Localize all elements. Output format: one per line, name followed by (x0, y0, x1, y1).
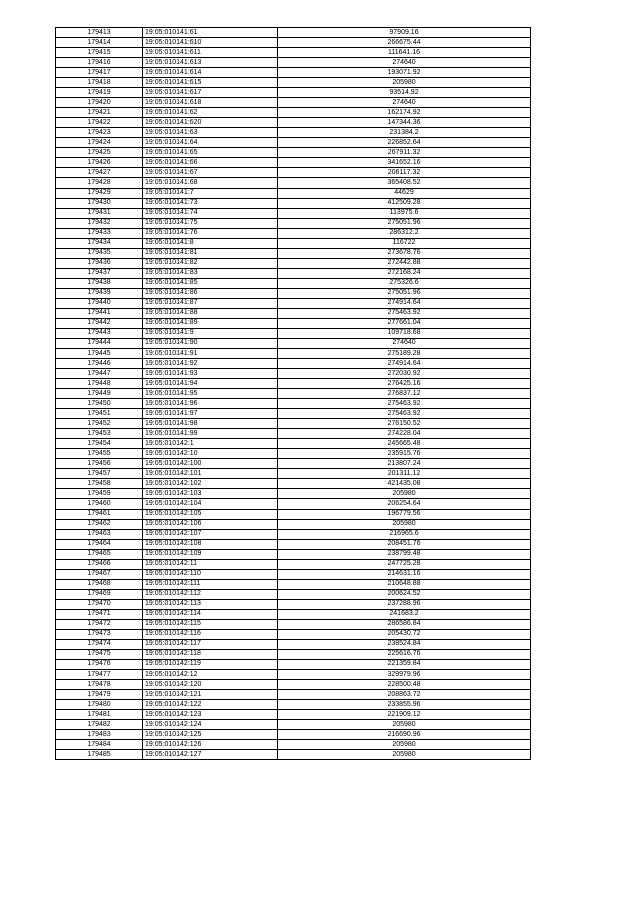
cadastral-number-cell: 19:05:010141:93 (143, 369, 278, 379)
amount-cell: 208451.76 (278, 539, 531, 549)
cadastral-number-cell: 19:05:010142:125 (143, 730, 278, 740)
cadastral-number-cell: 19:05:010142:111 (143, 579, 278, 589)
amount-cell: 214631.16 (278, 569, 531, 579)
row-number-cell: 179415 (56, 48, 143, 58)
row-number-cell: 179425 (56, 148, 143, 158)
amount-cell: 205430.72 (278, 629, 531, 639)
amount-cell: 116722 (278, 238, 531, 248)
row-number-cell: 179449 (56, 389, 143, 399)
table-row (56, 399, 531, 409)
cadastral-number-cell: 19:05:010141:66 (143, 158, 278, 168)
cadastral-number-cell: 19:05:010141:92 (143, 359, 278, 369)
row-number-cell: 179479 (56, 690, 143, 700)
cadastral-number-cell: 19:05:010142:113 (143, 599, 278, 609)
row-number-cell: 179476 (56, 659, 143, 669)
row-number-cell: 179482 (56, 720, 143, 730)
amount-cell: 365408.52 (278, 178, 531, 188)
cadastral-number-cell: 19:05:010141:64 (143, 138, 278, 148)
table-row (56, 619, 531, 629)
table-row (56, 98, 531, 108)
amount-cell: 247725.28 (278, 559, 531, 569)
row-number-cell: 179418 (56, 78, 143, 88)
amount-cell: 276837.12 (278, 389, 531, 399)
row-number-cell: 179466 (56, 559, 143, 569)
row-number-cell: 179417 (56, 68, 143, 78)
cadastral-number-cell: 19:05:010141:62 (143, 108, 278, 118)
table-row (56, 489, 531, 499)
cadastral-number-cell: 19:05:010142:10 (143, 449, 278, 459)
table-body (56, 28, 531, 760)
amount-cell: 216690.96 (278, 730, 531, 740)
amount-cell: 193071.92 (278, 68, 531, 78)
row-number-cell: 179480 (56, 700, 143, 710)
cadastral-number-cell: 19:05:010141:81 (143, 248, 278, 258)
table-row (56, 278, 531, 288)
table-row (56, 88, 531, 98)
row-number-cell: 179457 (56, 469, 143, 479)
table-row (56, 599, 531, 609)
table-row (56, 338, 531, 348)
amount-cell: 245665.48 (278, 439, 531, 449)
table-row (56, 419, 531, 429)
cadastral-number-cell: 19:05:010142:107 (143, 529, 278, 539)
table-row (56, 258, 531, 268)
amount-cell: 113975.6 (278, 208, 531, 218)
row-number-cell: 179481 (56, 710, 143, 720)
cadastral-number-cell: 19:05:010142:105 (143, 509, 278, 519)
cadastral-number-cell: 19:05:010142:117 (143, 639, 278, 649)
row-number-cell: 179467 (56, 569, 143, 579)
cadastral-number-cell: 19:05:010141:95 (143, 389, 278, 399)
table-row (56, 449, 531, 459)
table-row (56, 499, 531, 509)
cadastral-number-cell: 19:05:010141:94 (143, 379, 278, 389)
amount-cell: 200624.52 (278, 589, 531, 599)
amount-cell: 276150.52 (278, 419, 531, 429)
table-row (56, 750, 531, 760)
cadastral-number-cell: 19:05:010141:86 (143, 288, 278, 298)
table-row (56, 349, 531, 359)
cadastral-number-cell: 19:05:010141:620 (143, 118, 278, 128)
amount-cell: 235915.76 (278, 449, 531, 459)
cadastral-number-cell: 19:05:010141:63 (143, 128, 278, 138)
table-row (56, 268, 531, 278)
cadastral-number-cell: 19:05:010142:104 (143, 499, 278, 509)
table-row (56, 579, 531, 589)
table-row (56, 549, 531, 559)
amount-cell: 421435.08 (278, 479, 531, 489)
row-number-cell: 179464 (56, 539, 143, 549)
row-number-cell: 179450 (56, 399, 143, 409)
table-row (56, 649, 531, 659)
amount-cell: 275326.6 (278, 278, 531, 288)
table-row (56, 409, 531, 419)
table-row (56, 670, 531, 680)
amount-cell: 274640 (278, 338, 531, 348)
table-row (56, 539, 531, 549)
amount-cell: 238799.48 (278, 549, 531, 559)
table-row (56, 529, 531, 539)
row-number-cell: 179435 (56, 248, 143, 258)
row-number-cell: 179438 (56, 278, 143, 288)
amount-cell: 274640 (278, 98, 531, 108)
row-number-cell: 179436 (56, 258, 143, 268)
cadastral-number-cell: 19:05:010141:614 (143, 68, 278, 78)
cadastral-number-cell: 19:05:010141:73 (143, 198, 278, 208)
amount-cell: 205980 (278, 489, 531, 499)
cadastral-number-cell: 19:05:010141:8 (143, 238, 278, 248)
amount-cell: 274914.64 (278, 359, 531, 369)
amount-cell: 276425.16 (278, 379, 531, 389)
table-row (56, 108, 531, 118)
table-row (56, 148, 531, 158)
cadastral-number-cell: 19:05:010142:127 (143, 750, 278, 760)
table-row (56, 298, 531, 308)
cadastral-number-cell: 19:05:010142:106 (143, 519, 278, 529)
row-number-cell: 179440 (56, 298, 143, 308)
cadastral-number-cell: 19:05:010142:124 (143, 720, 278, 730)
amount-cell: 274914.64 (278, 298, 531, 308)
row-number-cell: 179414 (56, 38, 143, 48)
table-row (56, 308, 531, 318)
amount-cell: 201311.12 (278, 469, 531, 479)
cadastral-number-cell: 19:05:010141:613 (143, 58, 278, 68)
cadastral-number-cell: 19:05:010142:100 (143, 459, 278, 469)
cadastral-number-cell: 19:05:010141:87 (143, 298, 278, 308)
table-row (56, 720, 531, 730)
amount-cell: 205980 (278, 519, 531, 529)
row-number-cell: 179433 (56, 228, 143, 238)
table-row (56, 700, 531, 710)
table-row (56, 629, 531, 639)
amount-cell: 275051.96 (278, 288, 531, 298)
amount-cell: 205980 (278, 78, 531, 88)
cadastral-number-cell: 19:05:010142:112 (143, 589, 278, 599)
cadastral-number-cell: 19:05:010141:76 (143, 228, 278, 238)
row-number-cell: 179465 (56, 549, 143, 559)
amount-cell: 208863.72 (278, 690, 531, 700)
cadastral-number-cell: 19:05:010142:110 (143, 569, 278, 579)
table-row (56, 429, 531, 439)
amount-cell: 272168.24 (278, 268, 531, 278)
table-row (56, 710, 531, 720)
table-row (56, 218, 531, 228)
amount-cell: 205980 (278, 720, 531, 730)
amount-cell: 225616.76 (278, 649, 531, 659)
table-row (56, 439, 531, 449)
table-row (56, 198, 531, 208)
table-row (56, 359, 531, 369)
row-number-cell: 179461 (56, 509, 143, 519)
row-number-cell: 179459 (56, 489, 143, 499)
row-number-cell: 179431 (56, 208, 143, 218)
amount-cell: 233855.96 (278, 700, 531, 710)
row-number-cell: 179443 (56, 328, 143, 338)
table-row (56, 128, 531, 138)
amount-cell: 205980 (278, 750, 531, 760)
cadastral-number-cell: 19:05:010141:7 (143, 188, 278, 198)
cadastral-number-cell: 19:05:010142:114 (143, 609, 278, 619)
amount-cell: 213807.24 (278, 459, 531, 469)
table-row (56, 208, 531, 218)
amount-cell: 196779.56 (278, 509, 531, 519)
amount-cell: 231384.2 (278, 128, 531, 138)
row-number-cell: 179484 (56, 740, 143, 750)
amount-cell: 274228.04 (278, 429, 531, 439)
amount-cell: 412509.28 (278, 198, 531, 208)
cadastral-number-cell: 19:05:010142:123 (143, 710, 278, 720)
row-number-cell: 179471 (56, 609, 143, 619)
row-number-cell: 179441 (56, 308, 143, 318)
cadastral-number-cell: 19:05:010141:74 (143, 208, 278, 218)
cadastral-number-cell: 19:05:010142:108 (143, 539, 278, 549)
amount-cell: 206254.64 (278, 499, 531, 509)
row-number-cell: 179420 (56, 98, 143, 108)
cadastral-number-cell: 19:05:010142:122 (143, 700, 278, 710)
amount-cell: 206117.32 (278, 168, 531, 178)
cadastral-number-cell: 19:05:010142:119 (143, 659, 278, 669)
table-row (56, 328, 531, 338)
cadastral-number-cell: 19:05:010141:67 (143, 168, 278, 178)
amount-cell: 241683.2 (278, 609, 531, 619)
row-number-cell: 179424 (56, 138, 143, 148)
row-number-cell: 179455 (56, 449, 143, 459)
row-number-cell: 179447 (56, 369, 143, 379)
row-number-cell: 179437 (56, 268, 143, 278)
cadastral-number-cell: 19:05:010141:75 (143, 218, 278, 228)
table-row (56, 659, 531, 669)
table-row (56, 680, 531, 690)
row-number-cell: 179430 (56, 198, 143, 208)
cadastral-number-cell: 19:05:010142:101 (143, 469, 278, 479)
cadastral-number-cell: 19:05:010141:65 (143, 148, 278, 158)
amount-cell: 237288.96 (278, 599, 531, 609)
table-row (56, 379, 531, 389)
table-row (56, 389, 531, 399)
row-number-cell: 179439 (56, 288, 143, 298)
table-row (56, 48, 531, 58)
amount-cell: 267911.32 (278, 148, 531, 158)
cadastral-number-cell: 19:05:010141:618 (143, 98, 278, 108)
cadastral-number-cell: 19:05:010142:102 (143, 479, 278, 489)
amount-cell: 205980 (278, 740, 531, 750)
row-number-cell: 179444 (56, 338, 143, 348)
row-number-cell: 179485 (56, 750, 143, 760)
table-row (56, 68, 531, 78)
amount-cell: 111641.16 (278, 48, 531, 58)
cadastral-number-cell: 19:05:010141:96 (143, 399, 278, 409)
cadastral-number-cell: 19:05:010142:109 (143, 549, 278, 559)
cadastral-number-cell: 19:05:010141:89 (143, 318, 278, 328)
row-number-cell: 179446 (56, 359, 143, 369)
cadastral-number-cell: 19:05:010142:1 (143, 439, 278, 449)
row-number-cell: 179453 (56, 429, 143, 439)
amount-cell: 210648.88 (278, 579, 531, 589)
row-number-cell: 179473 (56, 629, 143, 639)
row-number-cell: 179428 (56, 178, 143, 188)
cadastral-number-cell: 19:05:010142:115 (143, 619, 278, 629)
table-row (56, 730, 531, 740)
row-number-cell: 179427 (56, 168, 143, 178)
amount-cell: 273678.76 (278, 248, 531, 258)
cadastral-number-cell: 19:05:010141:83 (143, 268, 278, 278)
table-row (56, 569, 531, 579)
row-number-cell: 179470 (56, 599, 143, 609)
row-number-cell: 179451 (56, 409, 143, 419)
cadastral-number-cell: 19:05:010142:12 (143, 670, 278, 680)
table-row (56, 559, 531, 569)
row-number-cell: 179413 (56, 28, 143, 38)
amount-cell: 277661.04 (278, 318, 531, 328)
cadastral-number-cell: 19:05:010141:61 (143, 28, 278, 38)
cadastral-number-cell: 19:05:010141:9 (143, 328, 278, 338)
amount-cell: 44629 (278, 188, 531, 198)
amount-cell: 329979.96 (278, 670, 531, 680)
cadastral-number-cell: 19:05:010142:126 (143, 740, 278, 750)
cadastral-number-cell: 19:05:010141:617 (143, 88, 278, 98)
cadastral-number-cell: 19:05:010142:118 (143, 649, 278, 659)
table-row (56, 78, 531, 88)
row-number-cell: 179478 (56, 680, 143, 690)
row-number-cell: 179442 (56, 318, 143, 328)
table-row (56, 188, 531, 198)
table-row (56, 248, 531, 258)
amount-cell: 147344.36 (278, 118, 531, 128)
table-row (56, 318, 531, 328)
row-number-cell: 179458 (56, 479, 143, 489)
row-number-cell: 179429 (56, 188, 143, 198)
cadastral-number-cell: 19:05:010142:103 (143, 489, 278, 499)
cadastral-number-cell: 19:05:010141:615 (143, 78, 278, 88)
row-number-cell: 179454 (56, 439, 143, 449)
table-row (56, 479, 531, 489)
table-row (56, 459, 531, 469)
amount-cell: 341652.16 (278, 158, 531, 168)
cadastral-number-cell: 19:05:010141:90 (143, 338, 278, 348)
amount-cell: 93514.92 (278, 88, 531, 98)
cadastral-number-cell: 19:05:010141:610 (143, 38, 278, 48)
amount-cell: 238524.84 (278, 639, 531, 649)
row-number-cell: 179423 (56, 128, 143, 138)
amount-cell: 162174.92 (278, 108, 531, 118)
table-row (56, 118, 531, 128)
cadastral-number-cell: 19:05:010141:99 (143, 429, 278, 439)
table-row (56, 238, 531, 248)
table-row (56, 519, 531, 529)
amount-cell: 286586.84 (278, 619, 531, 629)
amount-cell: 221359.84 (278, 659, 531, 669)
amount-cell: 274640 (278, 58, 531, 68)
cadastral-number-cell: 19:05:010142:120 (143, 680, 278, 690)
row-number-cell: 179434 (56, 238, 143, 248)
row-number-cell: 179421 (56, 108, 143, 118)
amount-cell: 216965.6 (278, 529, 531, 539)
cadastral-number-cell: 19:05:010142:11 (143, 559, 278, 569)
amount-cell: 228500.48 (278, 680, 531, 690)
amount-cell: 275463.92 (278, 308, 531, 318)
table-row (56, 138, 531, 148)
table-row (56, 740, 531, 750)
row-number-cell: 179452 (56, 419, 143, 429)
table-row (56, 469, 531, 479)
row-number-cell: 179463 (56, 529, 143, 539)
table-row (56, 369, 531, 379)
cadastral-number-cell: 19:05:010141:68 (143, 178, 278, 188)
cadastral-number-cell: 19:05:010142:121 (143, 690, 278, 700)
row-number-cell: 179426 (56, 158, 143, 168)
row-number-cell: 179475 (56, 649, 143, 659)
table-row (56, 58, 531, 68)
row-number-cell: 179462 (56, 519, 143, 529)
table-row (56, 228, 531, 238)
amount-cell: 286312.2 (278, 228, 531, 238)
amount-cell: 97909.16 (278, 28, 531, 38)
table-row (56, 168, 531, 178)
cadastral-number-cell: 19:05:010141:88 (143, 308, 278, 318)
amount-cell: 275463.92 (278, 399, 531, 409)
cadastral-value-table (55, 27, 531, 760)
amount-cell: 275051.96 (278, 218, 531, 228)
table-row (56, 288, 531, 298)
row-number-cell: 179432 (56, 218, 143, 228)
row-number-cell: 179419 (56, 88, 143, 98)
table-row (56, 509, 531, 519)
amount-cell: 275189.28 (278, 349, 531, 359)
amount-cell: 272442.88 (278, 258, 531, 268)
table-row (56, 28, 531, 38)
table-row (56, 639, 531, 649)
table-row (56, 178, 531, 188)
table-row (56, 690, 531, 700)
row-number-cell: 179416 (56, 58, 143, 68)
cadastral-number-cell: 19:05:010141:97 (143, 409, 278, 419)
cadastral-number-cell: 19:05:010141:611 (143, 48, 278, 58)
row-number-cell: 179456 (56, 459, 143, 469)
row-number-cell: 179422 (56, 118, 143, 128)
row-number-cell: 179474 (56, 639, 143, 649)
cadastral-number-cell: 19:05:010141:85 (143, 278, 278, 288)
amount-cell: 272030.92 (278, 369, 531, 379)
amount-cell: 275463.92 (278, 409, 531, 419)
cadastral-number-cell: 19:05:010141:82 (143, 258, 278, 268)
table-row (56, 38, 531, 48)
amount-cell: 266675.44 (278, 38, 531, 48)
row-number-cell: 179448 (56, 379, 143, 389)
row-number-cell: 179468 (56, 579, 143, 589)
row-number-cell: 179483 (56, 730, 143, 740)
row-number-cell: 179469 (56, 589, 143, 599)
row-number-cell: 179472 (56, 619, 143, 629)
amount-cell: 109718.68 (278, 328, 531, 338)
cadastral-number-cell: 19:05:010142:116 (143, 629, 278, 639)
table-row (56, 158, 531, 168)
table-row (56, 589, 531, 599)
row-number-cell: 179460 (56, 499, 143, 509)
row-number-cell: 179445 (56, 349, 143, 359)
row-number-cell: 179477 (56, 670, 143, 680)
cadastral-number-cell: 19:05:010141:91 (143, 349, 278, 359)
amount-cell: 226852.64 (278, 138, 531, 148)
cadastral-number-cell: 19:05:010141:98 (143, 419, 278, 429)
amount-cell: 221909.12 (278, 710, 531, 720)
table-row (56, 609, 531, 619)
